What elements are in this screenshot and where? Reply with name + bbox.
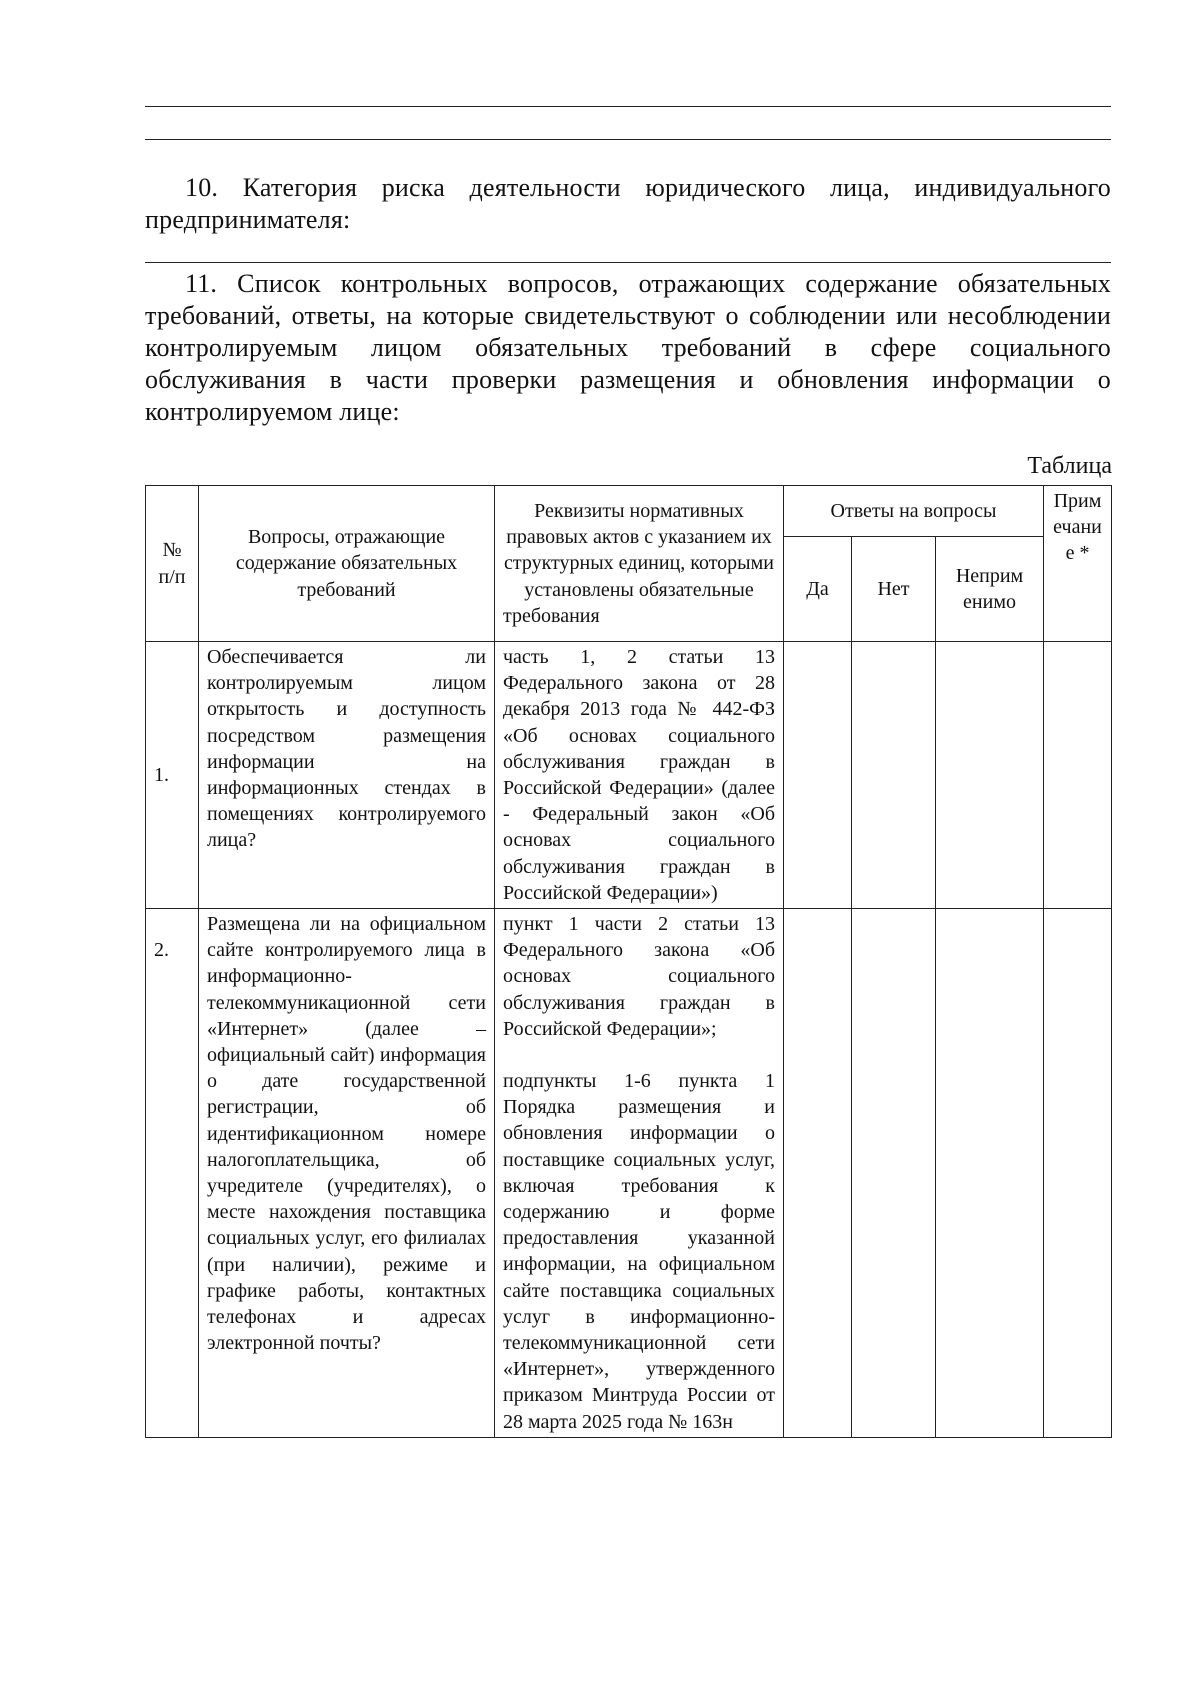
blank-line-1 <box>145 106 1111 107</box>
header-notes: Прим ечани е * <box>1044 486 1112 642</box>
header-no: Нет <box>852 537 936 642</box>
cell-no <box>852 909 936 1438</box>
table-caption: Таблица <box>1027 453 1112 479</box>
header-na: Неприм енимо <box>936 537 1044 642</box>
cell-yes <box>784 642 852 909</box>
row-question: Обеспечивается ли контролируемым лицом открытость и доступность посредством размещения информации на информационных стендах в помещениях контролируемого лица? <box>199 642 495 909</box>
section-11-text: 11. Список контрольных вопросов, отражающих содержание обязательных требований, ответы, на которые свидетельствуют о соблюдении или несоблюдении контролируемым лицом обязательных требований в сфере социального обслуживания в части проверки размещения и обновления информации о контролируемом лице: <box>145 269 1111 426</box>
row-requisites <box>495 909 784 1438</box>
row-requisites-text: пункт 1 части 2 статьи 13 Федерального закона «Об основах социального обслуживания граждан в Российской Федерации»; <box>503 913 775 1040</box>
row-requisites-text: часть 1, 2 статьи 13 Федерального закона от 28 декабря 2013 года № 442-ФЗ «Об основах социального обслуживания граждан в Российской Федерации» (далее - Федеральный закон «Об основах социального обслуживания граждан в Российской Федерации») <box>503 646 775 904</box>
blank-line-2 <box>145 139 1111 140</box>
header-questions: Вопросы, отражающие содержание обязательных требований <box>199 486 495 642</box>
header-yes: Да <box>784 537 852 642</box>
row-num: 2. <box>146 909 199 1438</box>
cell-yes <box>784 909 852 1438</box>
header-answers: Ответы на вопросы <box>784 486 1044 537</box>
table-row <box>146 909 1112 1438</box>
blank-line-3 <box>145 262 1111 263</box>
cell-na <box>936 642 1044 909</box>
checklist-table <box>145 485 1112 1438</box>
cell-na <box>936 909 1044 1438</box>
row-num: 1. <box>146 642 199 909</box>
section-10-text: 10. Категория риска деятельности юридического лица, индивидуального предпринимателя: <box>145 173 1111 234</box>
cell-no <box>852 642 936 909</box>
header-requisites: Реквизиты нормативных правовых актов с указанием их структурных единиц, которыми установлены обязательные требования <box>495 486 784 642</box>
table-row <box>146 642 1112 909</box>
row-requisites <box>495 642 784 909</box>
row-requisites-text-2: подпункты 1-6 пункта 1 Порядка размещения и обновления информации о поставщике социальных услуг, включая требования к содержанию и форме предоставления указанной информации, на официальном сайте поставщика социальных услуг в информационно-телекоммуникационной сети «Интернет», утвержденного приказом Минтруда России от 28 марта 2025 года № 163н <box>503 1070 775 1433</box>
cell-notes <box>1044 642 1112 909</box>
row-question: Размещена ли на официальном сайте контролируемого лица в информационно-телекоммуникационной сети «Интернет» (далее – официальный сайт) информация о дате государственной регистрации, об идентификационном номере налогоплательщика, об учредителе (учредителях), о месте нахождения поставщика социальных услуг, его филиалах (при наличии), режиме и графике работы, контактных телефонах и адресах электронной почты? <box>199 909 495 1438</box>
cell-notes <box>1044 909 1112 1438</box>
table-header-row <box>146 486 1112 537</box>
header-num: № п/п <box>146 486 199 642</box>
